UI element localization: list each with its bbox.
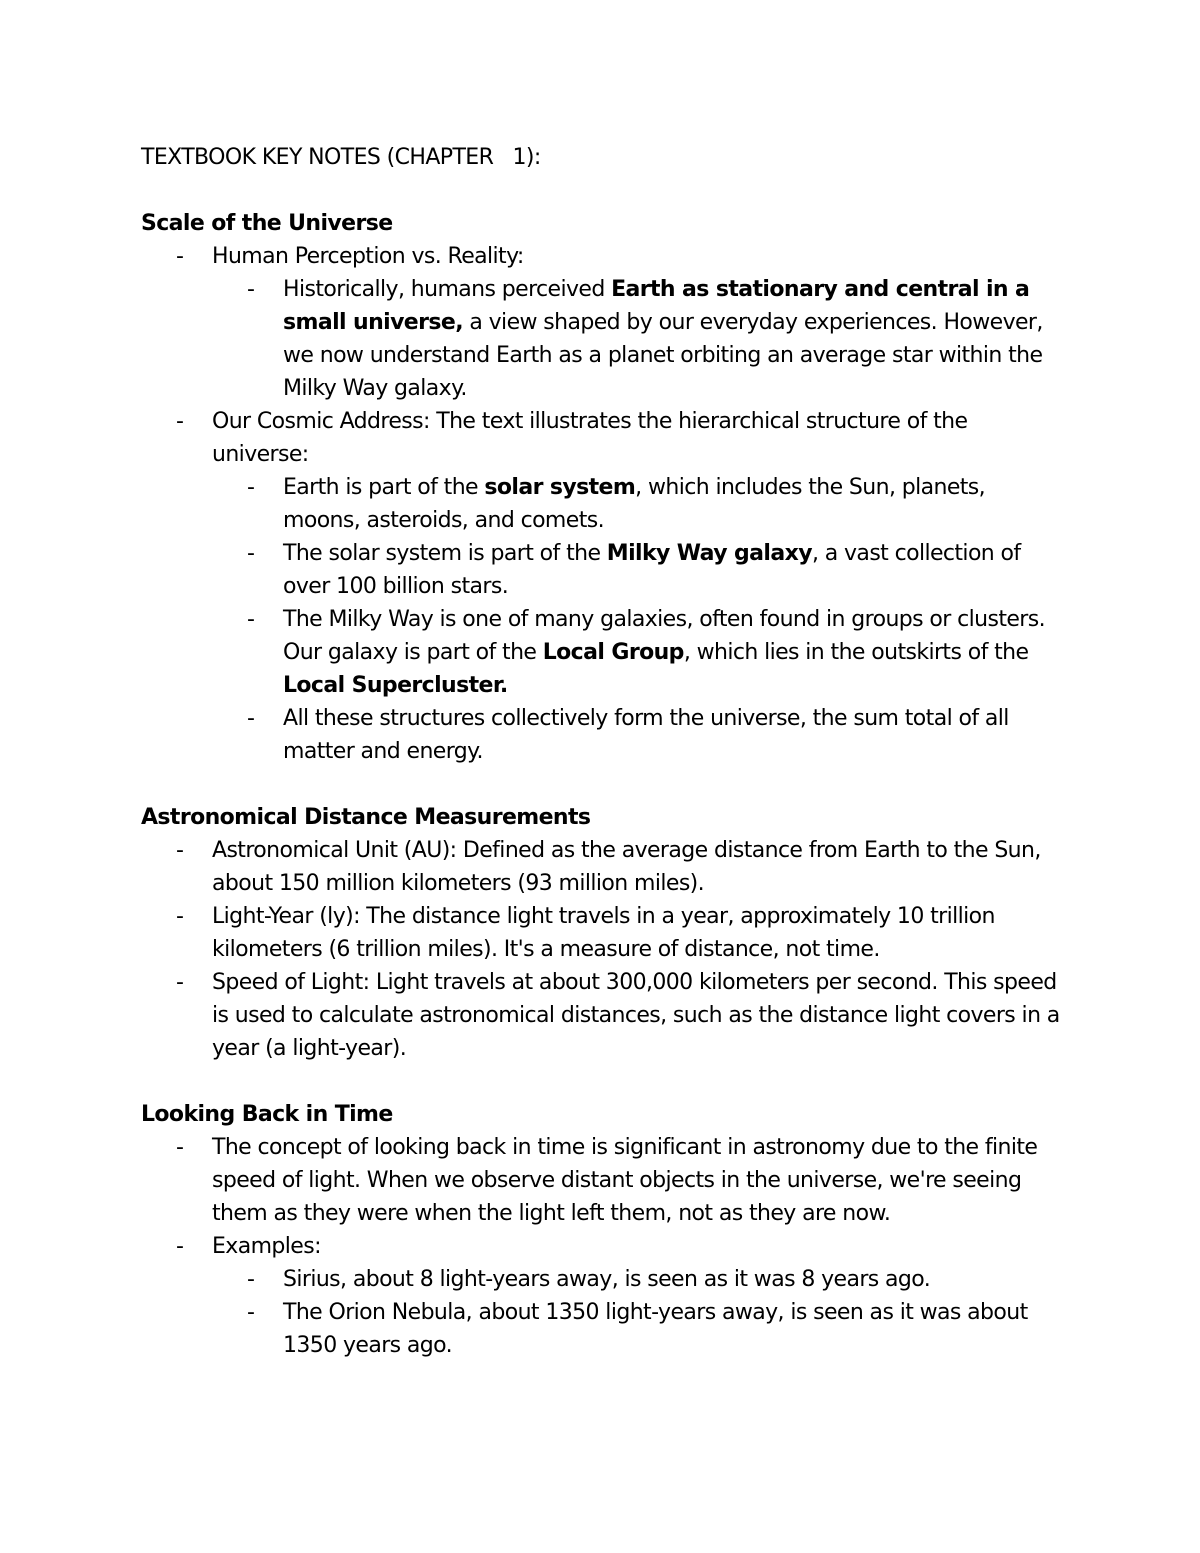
bullet-dash: - <box>176 1135 184 1160</box>
sub-bullet-list <box>212 471 1066 768</box>
list-item-text: Light-Year (ly): The distance light travels in a year, approximately 10 trillion kilometers (6 trillion miles). It's a measure of distance, not time. <box>212 904 995 962</box>
sub-item-text: Earth is part of the <box>283 475 485 500</box>
bold-term: solar system <box>484 475 636 500</box>
bullet-list <box>141 240 1066 768</box>
sub-item-text: The Orion Nebula, about 1350 light-years away, is seen as it was about 1350 years ago. <box>283 1300 1028 1358</box>
bullet-dash: - <box>247 541 255 566</box>
list-item <box>141 240 1066 405</box>
sub-item-text: , which lies in the outskirts of the <box>683 640 1029 665</box>
bullet-dash: - <box>247 607 255 632</box>
list-item <box>141 1131 1066 1230</box>
bullet-dash: - <box>247 1300 255 1325</box>
list-item-text: Human Perception vs. Reality: <box>212 244 524 269</box>
list-item-text: Our Cosmic Address: The text illustrates the hierarchical structure of the universe: <box>212 409 968 467</box>
section <box>141 207 1066 768</box>
bullet-dash: - <box>176 838 184 863</box>
section-heading: Astronomical Distance Measurements <box>141 805 591 830</box>
bullet-dash: - <box>176 244 184 269</box>
sub-item-text: Sirius, about 8 light-years away, is seen as it was 8 years ago. <box>283 1267 931 1292</box>
sub-item-text: All these structures collectively form the universe, the sum total of all matter and energy. <box>283 706 1009 764</box>
sub-list-item <box>212 603 1066 702</box>
document-page <box>141 141 1066 1395</box>
list-item-text: The concept of looking back in time is significant in astronomy due to the finite speed of light. When we observe distant objects in the universe, we're seeing them as they were when the light left them, not as they are now. <box>212 1135 1038 1226</box>
sub-item-text: The solar system is part of the <box>283 541 607 566</box>
list-item <box>141 1230 1066 1362</box>
document-title: TEXTBOOK KEY NOTES (CHAPTER 1): <box>141 145 541 170</box>
list-item <box>141 966 1066 1065</box>
sub-list-item <box>212 273 1066 405</box>
sub-item-text: , a vast collection of over 100 billion stars. <box>283 541 1021 599</box>
list-item-text: Speed of Light: Light travels at about 300,000 kilometers per second. This speed is used to calculate astronomical distances, such as the distance light covers in a year (a light-year). <box>212 970 1060 1061</box>
section <box>141 1098 1066 1362</box>
bold-term: Milky Way galaxy <box>606 541 812 566</box>
sub-bullet-list <box>212 273 1066 405</box>
list-item-text: Astronomical Unit (AU): Defined as the average distance from Earth to the Sun, about 150 million kilometers (93 million miles). <box>212 838 1041 896</box>
sub-list-item <box>212 1263 1066 1296</box>
bullet-list <box>141 1131 1066 1362</box>
list-item-text: Examples: <box>212 1234 321 1259</box>
document-body <box>141 207 1066 1362</box>
sub-list-item <box>212 702 1066 768</box>
bold-term: Local Group <box>542 640 684 665</box>
bold-term: Earth as stationary and central in a small universe, <box>283 277 1030 335</box>
bold-term: Local Supercluster. <box>283 673 508 698</box>
list-item <box>141 405 1066 768</box>
sub-bullet-list <box>212 1263 1066 1362</box>
sub-item-text: The Milky Way is one of many galaxies, often found in groups or clusters. Our galaxy is part of the <box>283 607 1045 665</box>
bullet-list <box>141 834 1066 1065</box>
bullet-dash: - <box>176 1234 184 1259</box>
section <box>141 801 1066 1065</box>
sub-item-text: a view shaped by our everyday experiences. However, we now understand Earth as a planet orbiting an average star within the Milky Way galaxy. <box>283 310 1043 401</box>
section-heading: Looking Back in Time <box>141 1102 393 1127</box>
bullet-dash: - <box>247 706 255 731</box>
sub-list-item <box>212 1296 1066 1362</box>
list-item <box>141 834 1066 900</box>
sub-item-text: Historically, humans perceived <box>283 277 612 302</box>
bullet-dash: - <box>247 277 255 302</box>
bullet-dash: - <box>247 1267 255 1292</box>
bullet-dash: - <box>247 475 255 500</box>
bullet-dash: - <box>176 904 184 929</box>
sub-item-text: , which includes the Sun, planets, moons, asteroids, and comets. <box>283 475 986 533</box>
list-item <box>141 900 1066 966</box>
sub-list-item <box>212 537 1066 603</box>
bullet-dash: - <box>176 970 184 995</box>
sub-list-item <box>212 471 1066 537</box>
bullet-dash: - <box>176 409 184 434</box>
section-heading: Scale of the Universe <box>141 211 393 236</box>
